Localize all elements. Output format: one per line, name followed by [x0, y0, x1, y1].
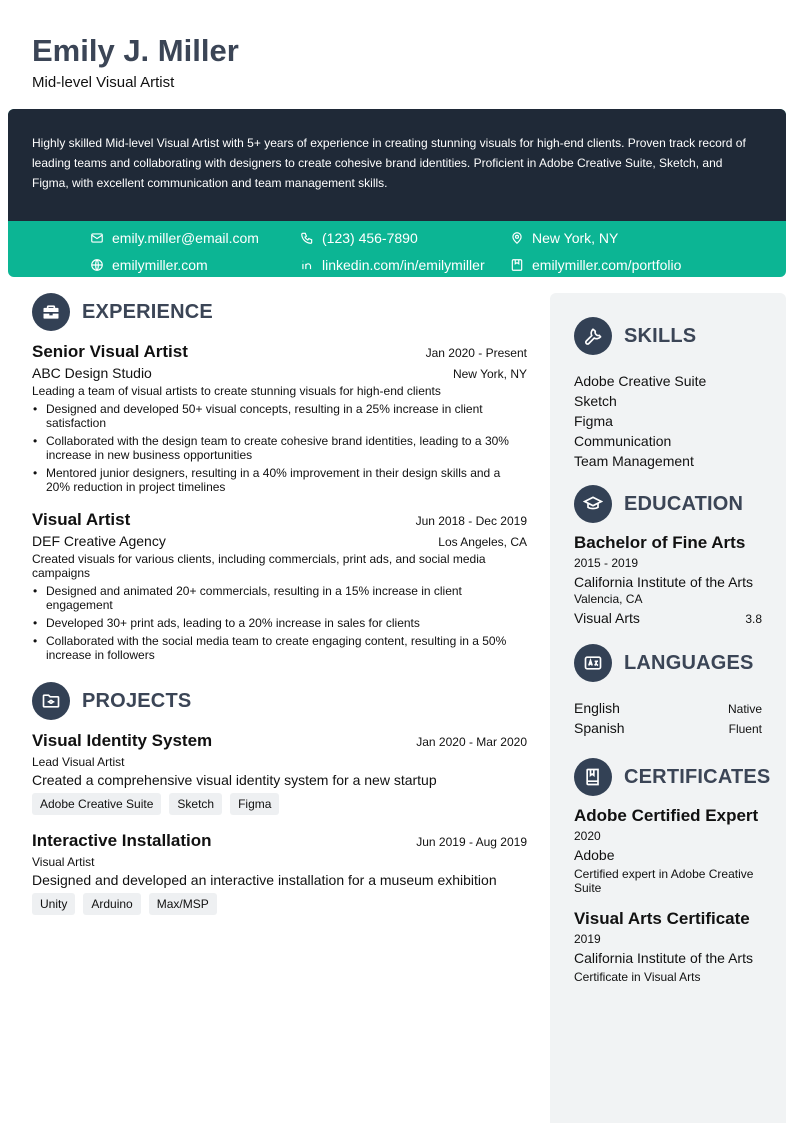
skill-item: Figma	[574, 413, 613, 429]
certificates-header	[574, 758, 771, 796]
languages-header	[574, 644, 762, 682]
job-title: Visual Artist	[32, 510, 131, 529]
certificate-year: 2019	[574, 932, 601, 946]
project-tag: Unity	[32, 893, 75, 915]
job-location: New York, NY	[452, 367, 527, 381]
job-bullet: • Developed 30+ print ads, leading to a 20% increase in sales for clients	[32, 616, 527, 630]
project-tags	[32, 893, 527, 915]
certificate-year: 2020	[574, 829, 601, 843]
project-role: Visual Artist	[32, 855, 95, 869]
job-bullet: • Collaborated with the social media team to create engaging content, resulting in a 50% increase in followers	[32, 634, 527, 662]
project-title: Visual Identity System	[32, 731, 213, 750]
contact-email[interactable]	[90, 228, 300, 248]
language-row	[574, 718, 762, 738]
briefcase-icon	[41, 302, 61, 322]
certificates-title: CERTIFICATES	[624, 765, 771, 788]
certificate-issuer: California Institute of the Arts	[574, 950, 753, 966]
map-pin-icon	[510, 231, 524, 245]
job-location: Los Angeles, CA	[438, 535, 527, 549]
job-company: ABC Design Studio	[32, 365, 152, 381]
mail-icon	[90, 231, 104, 245]
education-gpa: 3.8	[745, 612, 762, 626]
project-tag: Adobe Creative Suite	[32, 793, 161, 815]
contact-bar	[8, 221, 786, 277]
linkedin-icon	[300, 258, 314, 272]
resume-header	[32, 32, 239, 91]
contact-website[interactable]	[90, 255, 300, 275]
education-header	[574, 485, 762, 523]
languages-icon-badge	[574, 644, 612, 682]
book-icon	[583, 767, 603, 787]
globe-icon	[90, 258, 104, 272]
project-tag: Sketch	[169, 793, 222, 815]
education-location: Valencia, CA	[574, 592, 643, 606]
education-field-row	[574, 608, 762, 628]
project-description: Designed and developed an interactive installation for a museum exhibition	[32, 872, 497, 888]
contact-email-text: emily.miller@email.com	[112, 230, 259, 246]
projects-icon-badge	[32, 682, 70, 720]
job-bullet: • Designed and developed 50+ visual concepts, resulting in a 25% increase in client satisfaction	[32, 402, 527, 430]
certificate-title: Visual Arts Certificate	[574, 909, 750, 928]
contact-phone-text: (123) 456-7890	[322, 230, 418, 246]
language-level: Native	[727, 702, 762, 716]
language-row	[574, 698, 762, 718]
contact-phone[interactable]	[300, 228, 510, 248]
skill-item: Team Management	[574, 453, 694, 469]
skills-icon-badge	[574, 317, 612, 355]
job-bullet: • Designed and animated 20+ commercials, resulting in a 15% increase in client engagement	[32, 584, 527, 612]
certificate-title: Adobe Certified Expert	[574, 806, 759, 825]
education-field: Visual Arts	[574, 610, 640, 626]
job-bullets	[32, 584, 527, 662]
education-degree: Bachelor of Fine Arts	[574, 533, 746, 552]
contact-portfolio[interactable]	[510, 255, 720, 275]
bookmark-icon	[510, 258, 524, 272]
languages-title: LANGUAGES	[624, 651, 754, 674]
project-tag: Max/MSP	[149, 893, 217, 915]
certificate-description: Certificate in Visual Arts	[574, 970, 701, 984]
skills-title: SKILLS	[624, 324, 697, 347]
language-level: Fluent	[728, 722, 762, 736]
contact-portfolio-text: emilymiller.com/portfolio	[532, 256, 682, 273]
contact-linkedin-text: linkedin.com/in/emilymiller	[322, 256, 485, 273]
certificate-entry	[574, 909, 762, 984]
certificate-entry	[574, 806, 762, 895]
experience-header	[32, 293, 527, 331]
language-name: English	[574, 700, 620, 716]
contact-website-text: emilymiller.com	[112, 256, 208, 273]
phone-icon	[300, 231, 314, 245]
translate-icon	[583, 653, 603, 673]
project-dates: Jun 2019 - Aug 2019	[416, 835, 527, 849]
job-dates: Jan 2020 - Present	[425, 346, 527, 360]
education-icon-badge	[574, 485, 612, 523]
contact-linkedin[interactable]	[300, 255, 510, 275]
candidate-name: Emily J. Miller	[32, 33, 239, 68]
certificate-description: Certified expert in Adobe Creative Suite	[574, 867, 754, 895]
project-entry	[32, 731, 527, 815]
job-bullet: • Collaborated with the design team to create cohesive brand identities, leading to a 30% increase in new business opportunities	[32, 434, 527, 462]
certificate-issuer: Adobe	[574, 847, 615, 863]
folder-icon	[41, 691, 61, 711]
experience-icon-badge	[32, 293, 70, 331]
education-school: California Institute of the Arts	[574, 574, 753, 590]
education-years: 2015 - 2019	[574, 556, 639, 570]
job-entry	[32, 342, 527, 494]
wrench-icon	[583, 326, 603, 346]
job-bullet: • Mentored junior designers, resulting in a 40% improvement in their design skills and a 20% reduction in project timelines	[32, 466, 527, 494]
skills-list	[574, 371, 762, 471]
education-title: EDUCATION	[624, 492, 744, 515]
contact-location-text: New York, NY	[532, 230, 619, 246]
project-tag: Figma	[230, 793, 279, 815]
job-description: Leading a team of visual artists to create stunning visuals for high-end clients	[32, 384, 441, 398]
main-column	[32, 293, 527, 915]
project-tag: Arduino	[83, 893, 140, 915]
projects-header	[32, 682, 527, 720]
job-bullets	[32, 402, 527, 494]
skill-item: Adobe Creative Suite	[574, 373, 707, 389]
graduation-cap-icon	[583, 494, 603, 514]
job-title: Senior Visual Artist	[32, 342, 188, 361]
project-title: Interactive Installation	[32, 831, 212, 850]
skill-item: Communication	[574, 433, 672, 449]
project-description: Created a comprehensive visual identity system for a new startup	[32, 772, 437, 788]
project-dates: Jan 2020 - Mar 2020	[416, 735, 527, 749]
contact-location	[510, 228, 720, 248]
summary-contact-band	[8, 109, 786, 277]
projects-title: PROJECTS	[82, 689, 192, 712]
skills-header	[574, 317, 762, 355]
project-entry	[32, 831, 527, 915]
job-dates: Jun 2018 - Dec 2019	[415, 514, 527, 528]
sidebar	[550, 293, 786, 1123]
language-name: Spanish	[574, 720, 625, 736]
summary-text: Highly skilled Mid-level Visual Artist with 5+ years of experience in creating stunning visuals for high-end clients. Proven track record of leading teams and collaborating with designers to create cohesive brand identities. Proficient in Adobe Creative Suite, Sketch, and Figma, with excellent communication and team management skills.	[8, 109, 786, 221]
certificates-icon-badge	[574, 758, 612, 796]
candidate-role: Mid-level Visual Artist	[32, 74, 175, 91]
languages-list	[574, 698, 762, 738]
job-entry	[32, 510, 527, 662]
project-tags	[32, 793, 527, 815]
job-description: Created visuals for various clients, including commercials, print ads, and social media campaigns	[32, 552, 486, 580]
skill-item: Sketch	[574, 393, 617, 409]
experience-title: EXPERIENCE	[82, 300, 213, 323]
job-company: DEF Creative Agency	[32, 533, 166, 549]
project-role: Lead Visual Artist	[32, 755, 125, 769]
